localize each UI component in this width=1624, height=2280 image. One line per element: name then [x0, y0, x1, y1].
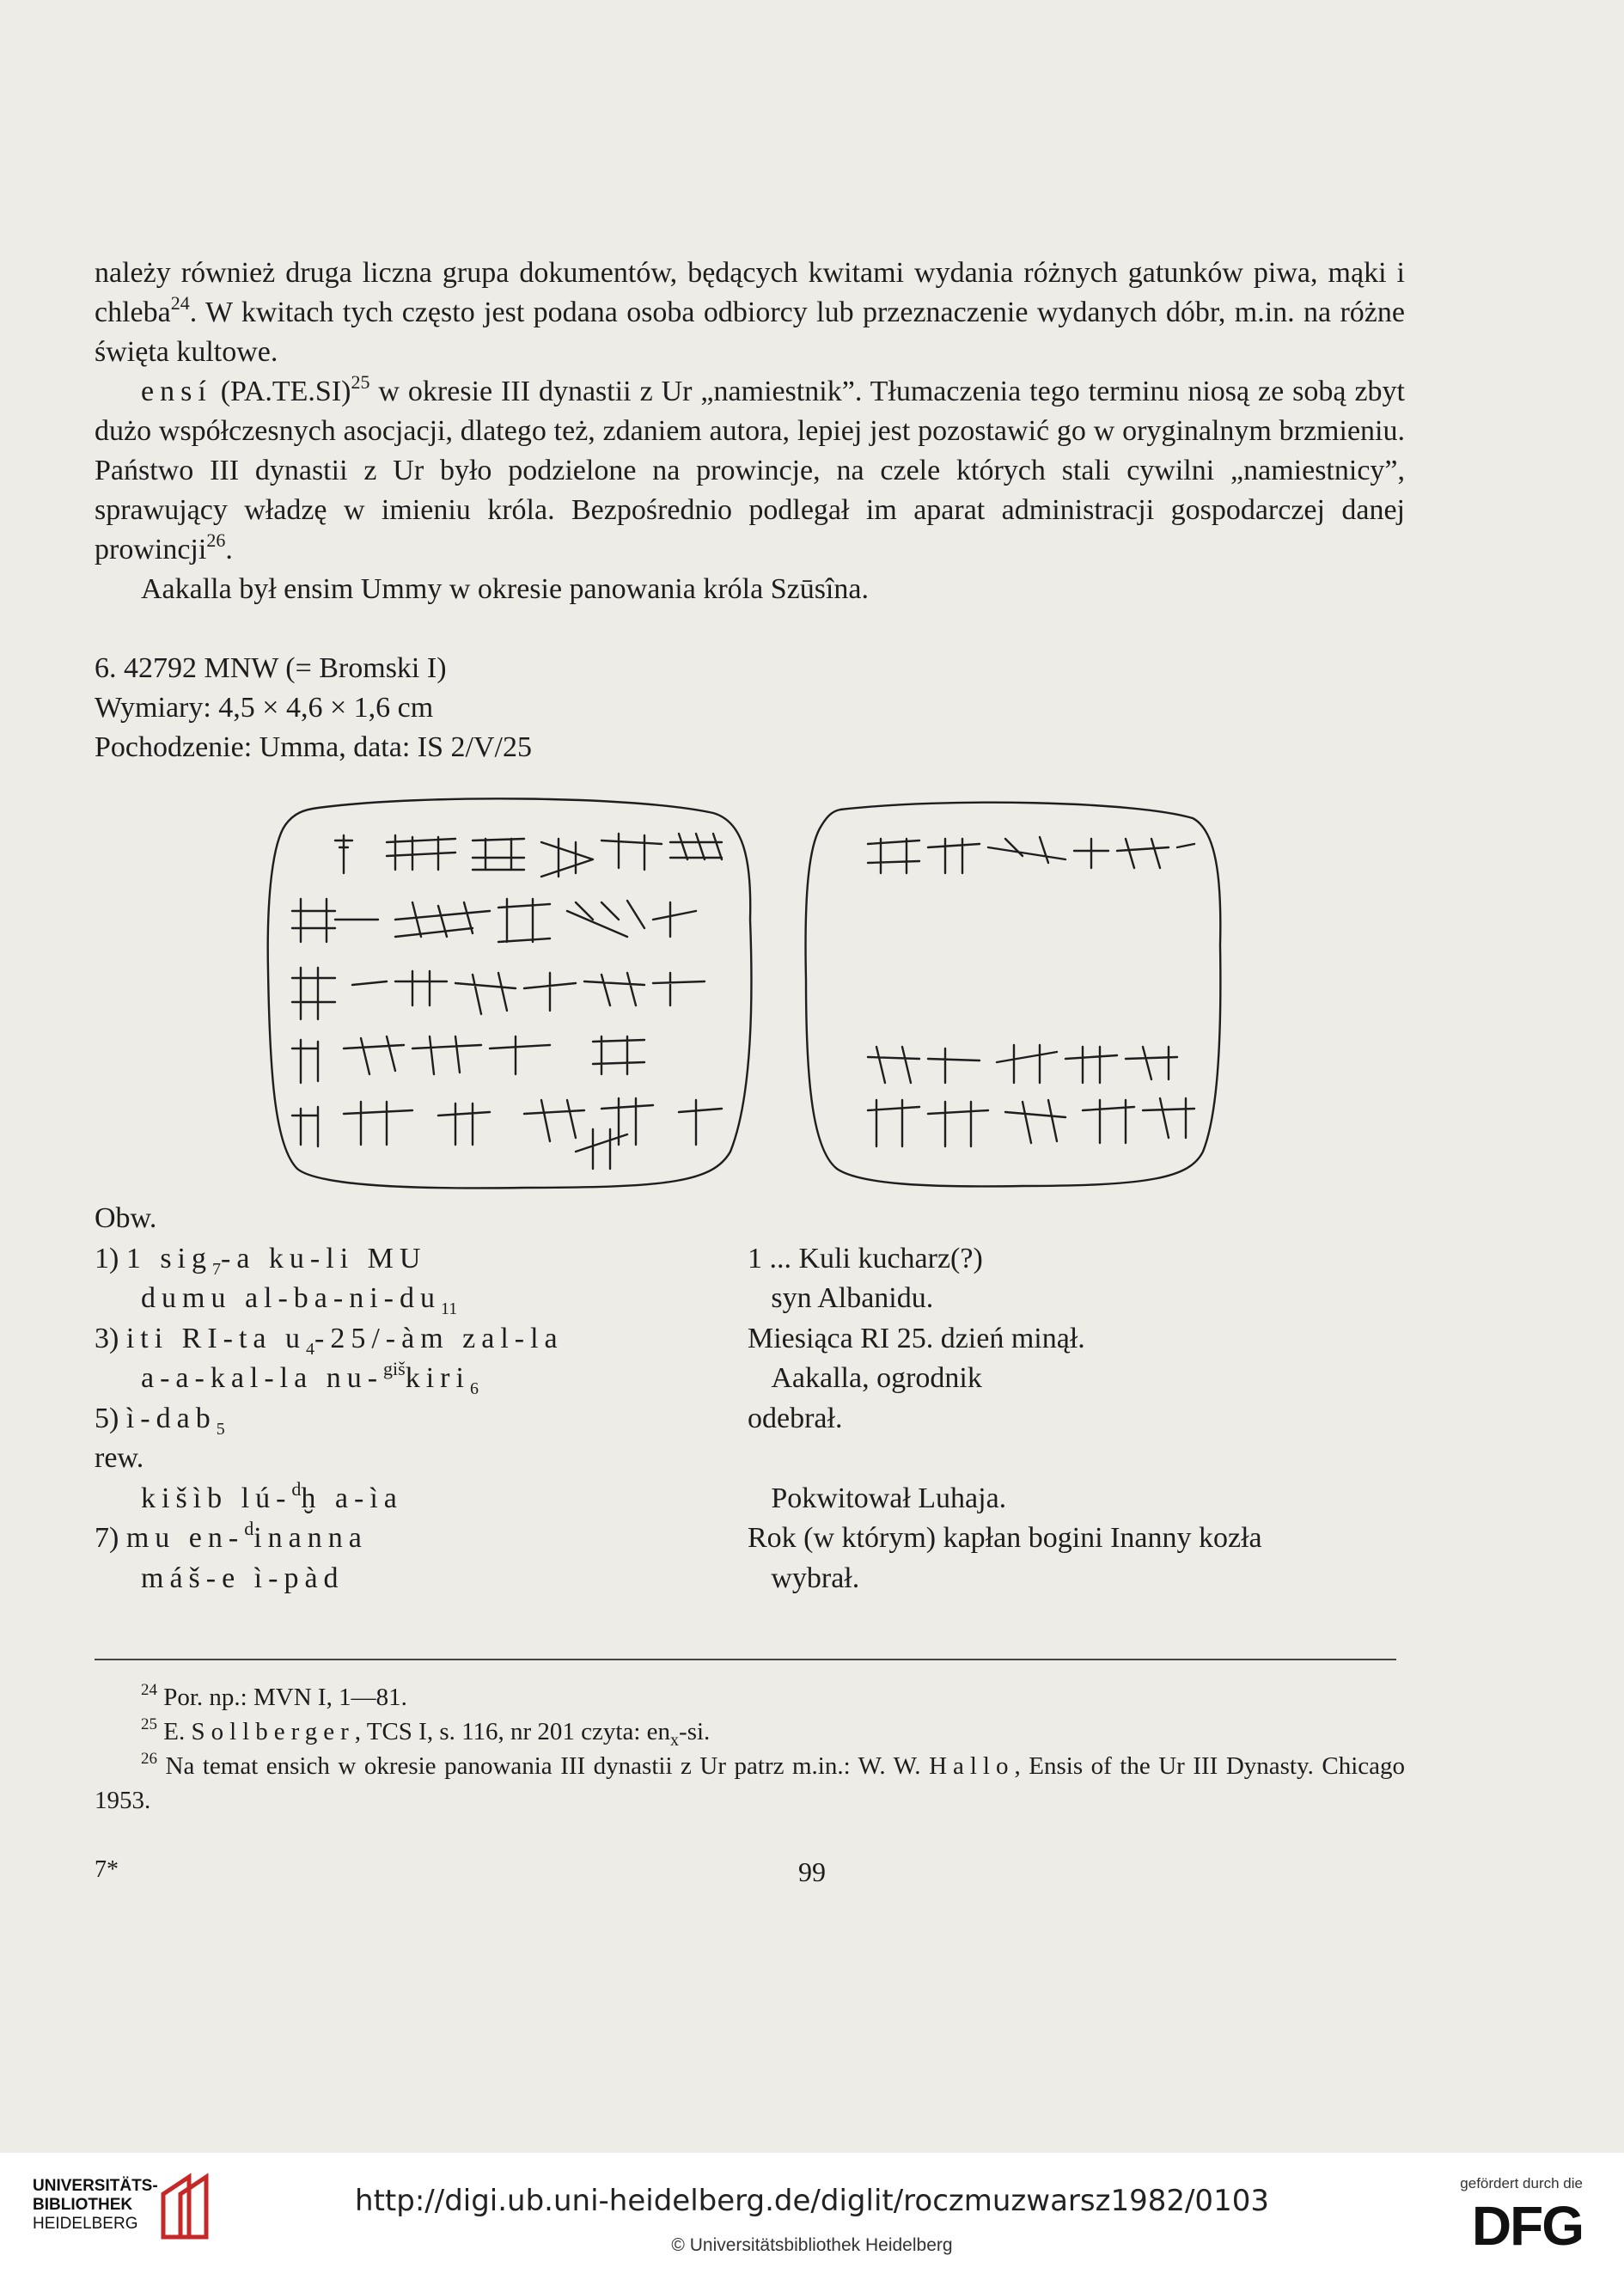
footnote-ref-25[interactable]: 25 — [351, 371, 370, 393]
signature-mark: 7* — [95, 1856, 119, 1883]
dfg-logo: DFG — [1471, 2195, 1583, 2257]
table-row: 3) iti RI-ta $u_4-25/-àm$ zal-la Miesiąca RI 25. dzień minął. — [95, 1322, 1085, 1359]
reverse-label: rew. — [95, 1442, 144, 1474]
footnote-25: $^{25}$ E. Sollberger, TCS I, s. 116, nr 201 czyta: $en_x-si$. — [141, 1715, 711, 1750]
footnote-26: $^{26}$ Na temat ensich w okresie panowania III dynastii z Ur patrz m.in.: W. W. Hallo, Ensis of the Ur III Dynasty. Chicago 1953. — [95, 1750, 1405, 1814]
page-url-link[interactable]: http://digi.ub.uni-heidelberg.de/diglit/roczmuzwarsz1982/0103 — [355, 2184, 1269, 2218]
table-row: kišìb lú-$^d$ḫ a-ìa Pokwitował Luhaja. — [141, 1477, 1007, 1514]
funding-note: gefördert durch die — [1460, 2175, 1583, 2191]
body-text — [95, 254, 1405, 609]
footnote-ref-24[interactable]: 24 — [170, 292, 190, 314]
footnote-24: $^{24}$ Por. np.: MVN I, 1—81. — [141, 1681, 407, 1711]
obverse-label: Obw. — [95, 1202, 157, 1234]
obverse-signs — [292, 834, 722, 1169]
obverse-label-row — [95, 1199, 1418, 1239]
footer-bar — [0, 2153, 1624, 2280]
library-name: UNIVERSITÄTS- BIBLIOTHEK HEIDELBERG — [33, 2177, 158, 2233]
document-number: 6. 42792 MNW (= Bromski I) — [95, 652, 447, 684]
table-row: máš-e ì-pàd wybrał. — [141, 1562, 860, 1594]
copyright-text: © Universitätsbibliothek Heidelberg — [671, 2235, 953, 2255]
table-row: 5) ì-dab$_5$ odebrał. — [95, 1402, 843, 1439]
footnote-ref-26[interactable]: 26 — [206, 529, 226, 551]
paragraph-1: należy również druga liczna grupa dokumentów, będących kwitami wydania różnych gatunków piwa, mąki i chleba$^{24}$. W kwitach tych często jest podana osoba odbiorcy lub przeznaczenie wydanych dóbr, m.in. na różne święta kultowe. — [95, 257, 1405, 368]
footnote-divider — [95, 1659, 1396, 1660]
table-row: 1) 1 sig$_7$-a ku-li MU 1 ... Kuli kucharz(?) — [95, 1242, 983, 1279]
document-size: Wymiary: 4,5 × 4,6 × 1,6 cm — [95, 692, 434, 724]
footnotes — [95, 1680, 1405, 1818]
transliteration-table — [95, 1199, 1418, 1598]
paragraph-3: Aakalla był ensim Ummy w okresie panowania króla Szūsîna. — [141, 573, 869, 605]
cuneiform-tablet-drawing — [266, 791, 1229, 1195]
table-row: dumu $al-ba-ni-du_{11}$ syn Albanidu. — [141, 1282, 934, 1318]
reverse-signs — [868, 837, 1194, 1146]
reverse-label-row — [95, 1439, 1418, 1479]
document-origin: Pochodzenie: Umma, data: IS 2/V/25 — [95, 731, 532, 763]
table-row: a-a-kal-la nu-$^{giš}$kiri$_6$ Aakalla, ogrodnik — [141, 1358, 982, 1398]
page-number: 99 — [798, 1856, 826, 1887]
paragraph-2: ensí $(PA.TE.SI)^{25}$ w okresie III dynastii z Ur „namiestnik”. Tłumaczenia tego terminu niosą ze sobą zbyt dużo współczesnych asocjacji, dlatego też, zdaniem autora, lepiej jest pozostawić go w oryginalnym brzmieniu. Państwo III dynastii z Ur było podzielone na prowincje, na czele których stali cywilni „namiestnicy”, sprawujący władzę w imieniu króla. Bezpośrednio podlegał im aparat administracji gospodarczej danej prowincji$^{26}$. — [95, 371, 1405, 565]
table-row: 7) mu en-$^d$inanna Rok (w którym) kapłan bogini Inanny kozła — [95, 1518, 1262, 1554]
